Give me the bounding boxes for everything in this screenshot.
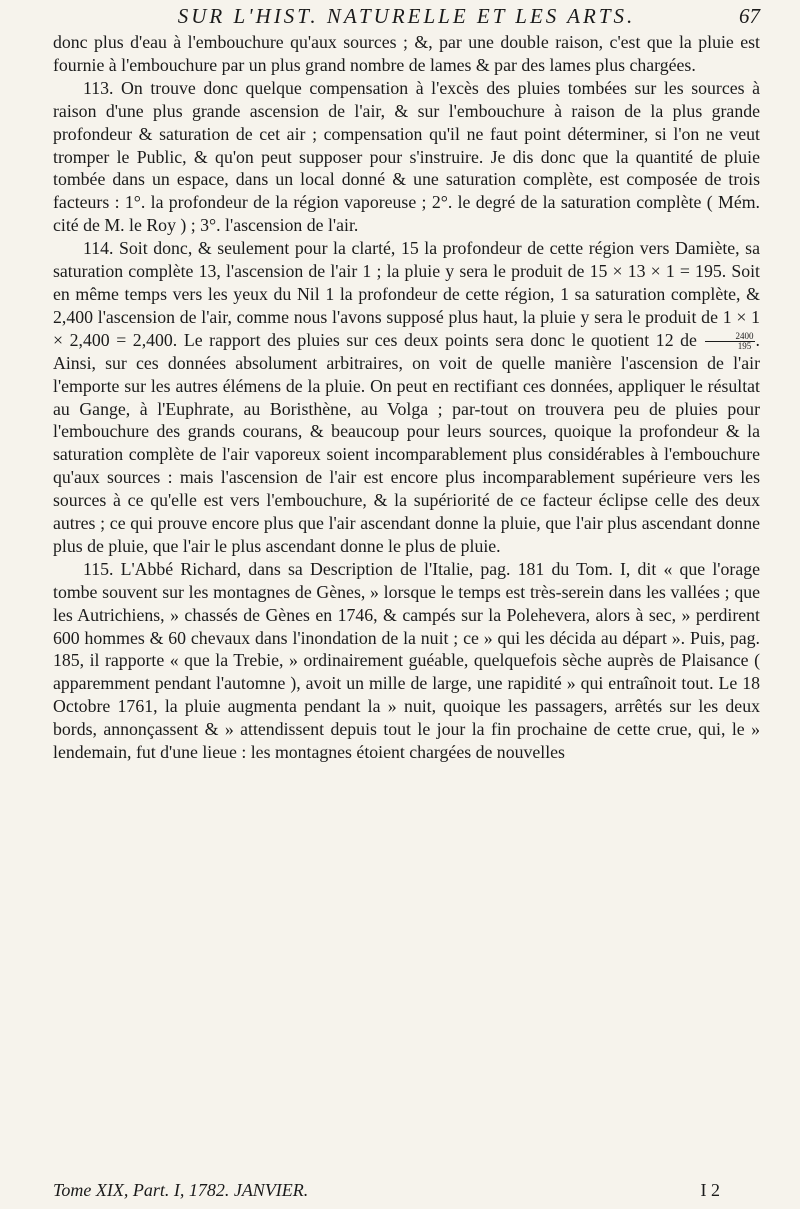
fraction-denominator: 195 xyxy=(737,341,752,352)
page-number: 67 xyxy=(739,4,760,28)
signature-mark: I 2 xyxy=(700,1180,720,1200)
paragraph-114-text-before: 114. Soit donc, & seulement pour la clarté, 15 la profondeur de cette région vers Damiète, sa saturation complète 13, l'ascension de l'air 1 ; la pluie y sera le produit de 15 × 13 × 1 = 195. Soit en même temps vers les yeux du Nil 1 la profondeur de cette région, 1 sa saturation complète, & 2,400 l'ascension de l'air, comme nous l'avons supposé plus haut, la pluie y sera le produit de 1 × 1 × 2,400 = 2,400. Le rapport des pluies sur ces deux points sera donc le quotient 12 de xyxy=(53,238,760,350)
paragraph-115: 115. L'Abbé Richard, dans sa Description de l'Italie, pag. 181 du Tom. I, dit « que l'orage tombe souvent sur les montagnes de Gènes, » lorsque le temps est très-serein dans les vallées ; que les Autrichiens, » chassés de Gènes en 1746, & campés sur la Polehevera, alors à sec, » perdirent 600 hommes & 60 chevaux dans l'inondation de la nuit ; ce » qui les décida au départ ». Puis, pag. 185, il rapporte « que la Trebie, » ordinairement guéable, quelquefois sèche auprès de Plaisance ( apparemment pendant l'automne ), avoit un mille de large, une rapidité » qui entraînoit tout. Le 18 Octobre 1761, la pluie augmenta pendant la » nuit, quoique les passagers, arrêtés sur les deux bords, annonçassent & » attendissent depuis tout le jour la fin prochaine de cette crue, qui, le » lendemain, fut d'une lieue : les montagnes étoient chargées de nouvelles xyxy=(53,558,760,763)
paragraph-114-text-after: . Ainsi, sur ces données absolument arbitraires, on voit de quelle manière l'ascension de l'air l'emporte sur les autres élémens de la pluie. On peut en rectifiant ces données, appliquer le résultat au Gange, à l'Euphrate, au Boristhène, au Volga ; par-tout on trouvera peu de pluies pour l'embouchure des grands courans, & beaucoup pour leurs sources, quoique la profondeur & la saturation complète de l'air vaporeux soient incomparablement plus considérables à l'embouchure qu'aux sources : mais l'ascension de l'air est encore plus incomparablement supérieure vers les sources à ce qu'elle est vers l'embouchure, & la supériorité de ce facteur éclipse celle des deux autres ; ce qui prouve encore plus que l'air ascendant donne la pluie, que l'air plus ascendant donne plus de pluie, que l'air le plus ascendant donne le plus de pluie. xyxy=(53,329,760,556)
imprint-line: Tome XIX, Part. I, 1782. JANVIER. xyxy=(53,1180,309,1200)
fraction xyxy=(705,332,755,351)
running-head: SUR L'HIST. NATURELLE ET LES ARTS. xyxy=(177,4,636,28)
paragraph-continuation: donc plus d'eau à l'embouchure qu'aux sources ; &, par une double raison, c'est que la pluie est fournie à l'embouchure par un plus grand nombre de lames & par des lames plus chargées. xyxy=(53,32,760,75)
page-footer xyxy=(53,1180,760,1206)
paragraph-114 xyxy=(53,237,760,558)
paragraph-113: 113. On trouve donc quelque compensation à l'excès des pluies tombées sur les sources à raison d'une plus grande ascension de l'air, & sur l'embouchure à raison de la plus grande profondeur & saturation de cet air ; compensation qu'il ne faut point déterminer, si l'on ne veut tromper le Public, & qu'on peut supposer pour s'instruire. Je dis donc que la quantité de pluie tombée dans un espace, dans un local donné & une saturation complète, est composée de trois facteurs : 1°. la profondeur de la région vaporeuse ; 2°. le degré de la saturation complète ( Mém. cité de M. le Roy ) ; 3°. l'ascension de l'air. xyxy=(53,77,760,236)
fraction-numerator: 2400 xyxy=(705,332,755,342)
page-body xyxy=(53,31,760,764)
page-header xyxy=(53,0,760,30)
